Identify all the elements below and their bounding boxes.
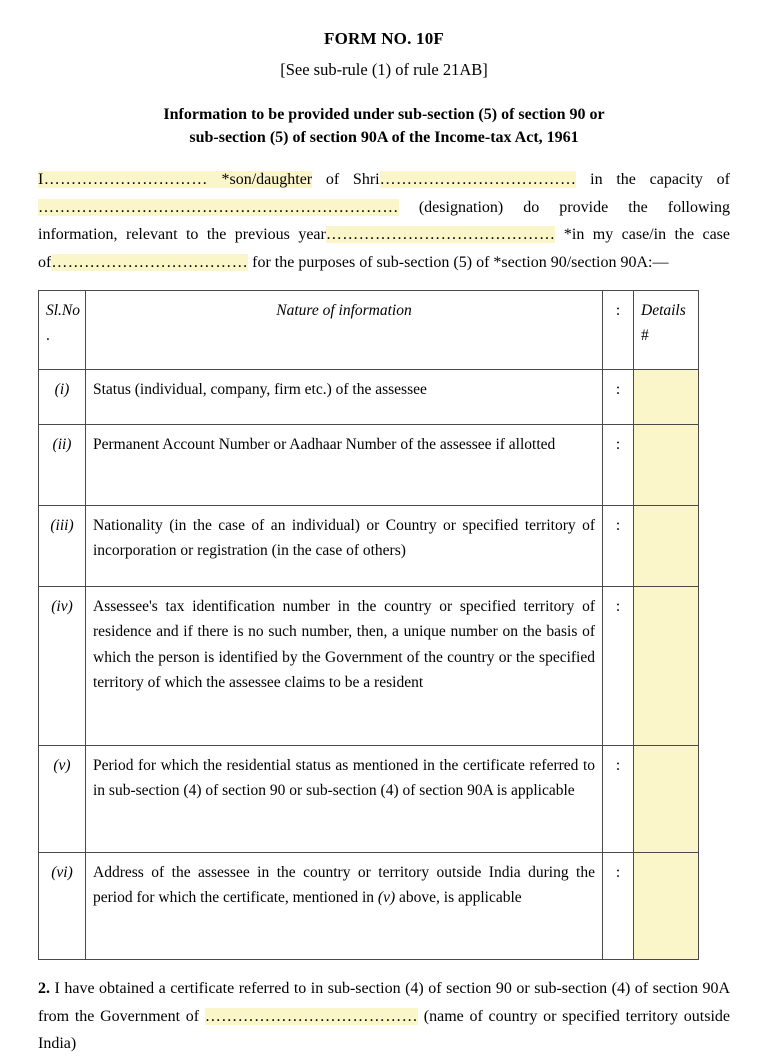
sl-no-label: Sl.No <box>46 302 81 320</box>
certificate-statement-paragraph <box>38 975 730 1058</box>
purposes-text: for the purposes of sub-section (5) of *section 90/section 90A:— <box>248 253 669 271</box>
row-number-label: (vi) <box>51 864 73 882</box>
column-header-colon: : <box>603 291 634 370</box>
row-number-label: (ii) <box>52 436 72 454</box>
row-nature-vi-part-1: Address of the assessee in the country or territory outside India during the period for which the certificate, mentioned in <box>93 864 595 907</box>
row-number-vi <box>39 853 86 960</box>
information-heading-line-1: Information to be provided under sub-section (5) of section 90 or <box>163 105 605 123</box>
information-heading <box>0 103 768 149</box>
row-nature-iii: Nationality (in the case of an individual) or Country or specified territory of incorporation or registration (in the case of others) <box>86 506 603 587</box>
row-nature-vi-roman-ref: (v) <box>377 889 396 907</box>
row-number-v <box>39 746 86 853</box>
column-header-details <box>634 291 699 370</box>
designation-text: (designation) do provide the following information, <box>38 198 730 244</box>
row-nature-vi-part-2: above, is applicable <box>395 889 522 907</box>
row-number-i <box>39 370 86 425</box>
row-nature-ii: Permanent Account Number or Aadhaar Number of the assessee if allotted <box>86 425 603 506</box>
row-number-label: (iv) <box>51 598 73 616</box>
document-header <box>0 0 768 149</box>
case-of-blank[interactable]: ……………………………… <box>51 253 249 271</box>
table-row <box>39 746 699 853</box>
of-shri-text: of Shri <box>312 171 380 189</box>
row-number-iii <box>39 506 86 587</box>
row-number-label: (i) <box>54 381 70 399</box>
row-colon-iv: : <box>603 587 634 746</box>
row-colon-v: : <box>603 746 634 853</box>
father-name-blank[interactable]: ……………………………… <box>379 171 577 189</box>
capacity-text: in the capacity of <box>576 171 730 189</box>
information-heading-line-2: sub-section (5) of section 90A of the Income-tax Act, 1961 <box>189 129 579 147</box>
details-hash-mark: # <box>641 327 649 345</box>
row-number-iv <box>39 587 86 746</box>
row-details-ii[interactable] <box>634 425 699 506</box>
column-header-nature: Nature of information <box>86 291 603 370</box>
row-nature-v: Period for which the residential status as mentioned in the certificate referred to in sub-section (4) of section 90 or sub-section (4) of section 90A is applicable <box>86 746 603 853</box>
sl-no-dot: . <box>46 327 50 345</box>
form-title: FORM NO. 10F <box>324 29 444 48</box>
son-daughter-option: *son/daughter <box>207 171 313 189</box>
row-details-v[interactable] <box>634 746 699 853</box>
certificate-text-part-2: (name of country or specified territory outside India) <box>38 1007 730 1053</box>
item-number-2: 2. <box>38 980 50 998</box>
designation-blank[interactable]: ………………………………………………………… <box>38 198 399 216</box>
information-table <box>38 290 699 960</box>
in-my-case-text: *in my case/in the case <box>555 226 731 244</box>
row-number-label: (v) <box>53 757 71 775</box>
sub-rule-reference: [See sub-rule (1) of rule 21AB] <box>280 60 488 80</box>
declarant-name-blank[interactable]: I………………………… <box>38 171 208 189</box>
of-text: of <box>38 253 52 271</box>
table-row <box>39 587 699 746</box>
relevant-previous-year-text: relevant to the previous year <box>125 226 326 244</box>
row-details-vi[interactable] <box>634 853 699 960</box>
row-colon-vi: : <box>603 853 634 960</box>
details-label: Details <box>641 302 686 320</box>
row-colon-iii: : <box>603 506 634 587</box>
previous-year-blank[interactable]: …………………………………… <box>325 226 556 244</box>
row-number-ii <box>39 425 86 506</box>
row-colon-i: : <box>603 370 634 425</box>
row-nature-iv: Assessee's tax identification number in the country or specified territory of residence and if there is no such number, then, a unique number on the basis of which the person is identified by the Government of the country or the specified territory of which the assessee claims to be a resident <box>86 587 603 746</box>
row-colon-ii: : <box>603 425 634 506</box>
column-header-sl-no <box>39 291 86 370</box>
row-details-iv[interactable] <box>634 587 699 746</box>
table-row <box>39 506 699 587</box>
table-row <box>39 853 699 960</box>
table-header-row <box>39 291 699 370</box>
row-details-i[interactable] <box>634 370 699 425</box>
country-name-blank[interactable]: ………………………………… <box>204 1007 419 1025</box>
declaration-paragraph <box>38 166 730 276</box>
row-details-iii[interactable] <box>634 506 699 587</box>
table-row <box>39 425 699 506</box>
row-nature-i: Status (individual, company, firm etc.) of the assessee <box>86 370 603 425</box>
row-nature-vi <box>86 853 603 960</box>
table-row <box>39 370 699 425</box>
certificate-text-part-1: I have obtained a certificate referred to in sub-section (4) of section 90 or sub-section (4) of section 90A from the Government of <box>38 980 730 1025</box>
row-number-label: (iii) <box>50 517 74 535</box>
